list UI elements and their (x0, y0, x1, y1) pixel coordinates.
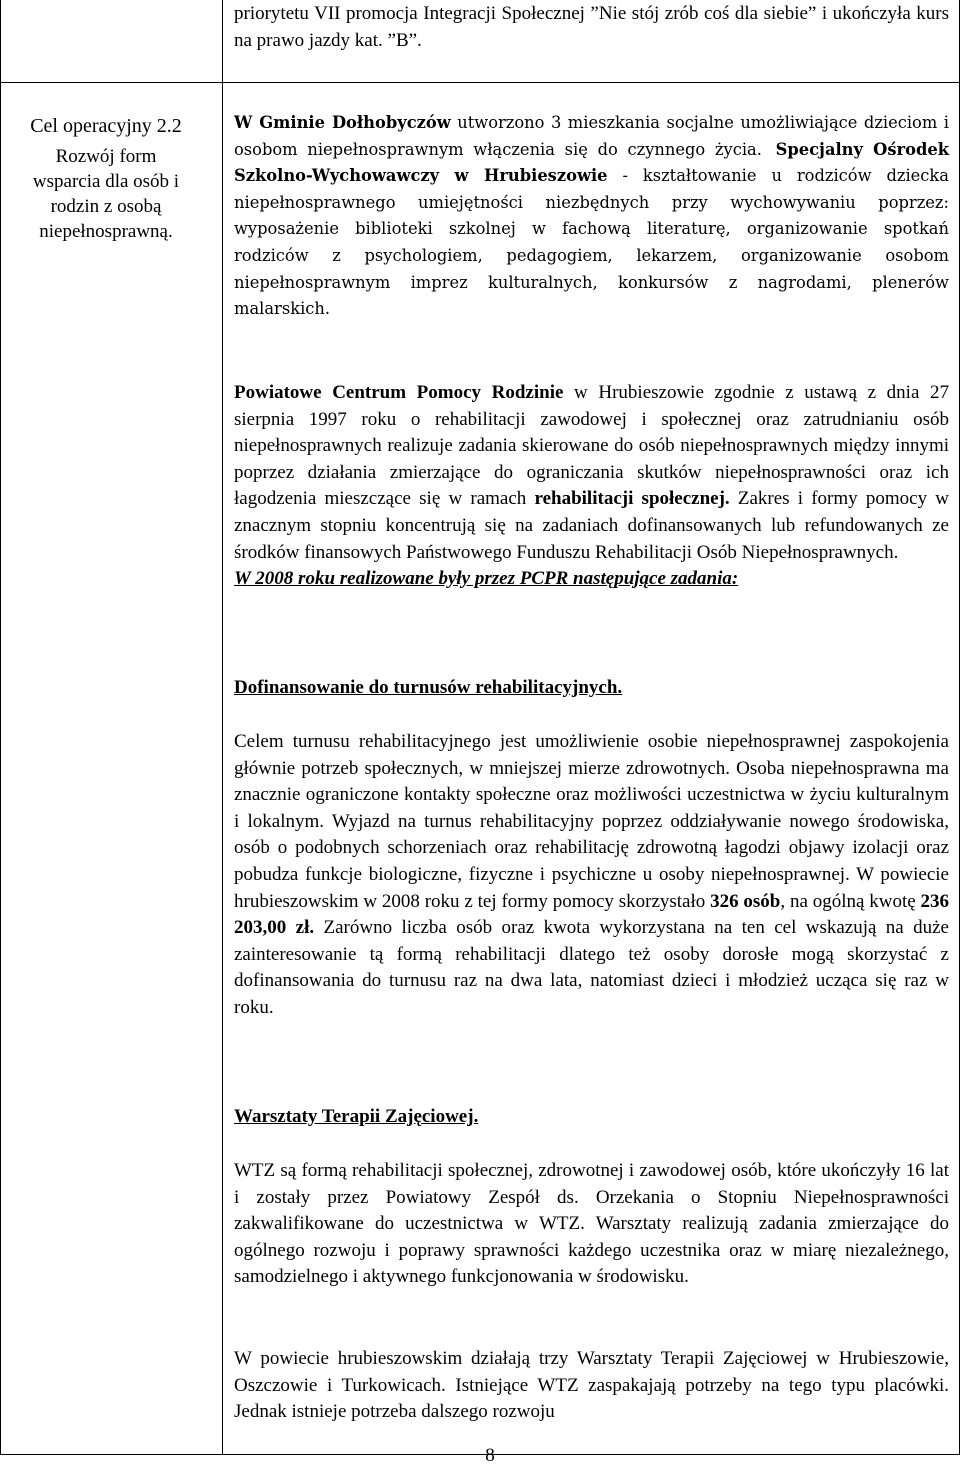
turnusy-heading: Dofinansowanie do turnusów rehabilitacyjnych. (234, 677, 623, 698)
turnusy-heading-block (234, 675, 949, 702)
osrodek-bold: Specjalny Ośrodek Szkolno-Wychowawczy w Hrubieszowie (234, 139, 949, 186)
gmina-paragraph (234, 110, 949, 323)
wtz-heading-block (234, 1104, 949, 1131)
row1-continuation-text (234, 1, 949, 54)
pcpr-bold: Powiatowe Centrum Pomocy Rodzinie (234, 382, 564, 403)
turnusy-text2: , na ogólną kwotę (780, 890, 921, 912)
gmina-text: utworzono 3 mieszkania socjalne umożliwiające dzieciom i osobom niepełnosprawnym włączenia się do czynnego życia. (234, 113, 949, 159)
turnusy-amount: 236 203,00 zł. (234, 890, 950, 939)
goal-heading: Cel operacyjny 2.2 (30, 115, 182, 137)
turnusy-paragraph (234, 729, 949, 1022)
pcpr-tasks-heading: W 2008 roku realizowane były przez PCPR następujące zadania: (234, 568, 739, 590)
gmina-bold: W Gminie Dołhobyczów (234, 113, 451, 132)
wtz-paragraph-1 (234, 1158, 949, 1291)
pcpr-rehab-bold: rehabilitacji społecznej. (534, 488, 730, 510)
table-row-divider (0, 82, 960, 83)
wtz-paragraph-2 (234, 1346, 949, 1426)
table-column-divider (222, 0, 223, 1455)
turnusy-text3: Zarówno liczba osób oraz kwota wykorzystana na ten cel wskazują na duże zainteresowanie tą formą rehabilitacji dlatego też osoby dorosłe mogą skorzystać z dofinansowania do turnusu raz na dwa lata, natomiast dzieci i młodzież ucząca się raz w roku. (234, 917, 949, 1018)
pcpr-paragraph (234, 380, 949, 593)
pcpr-text2: Zakres i formy pomocy w znacznym stopniu koncentrują się na zadaniach dofinansowanych lub refundowanych ze środków finansowych Państwowego Funduszu Rehabilitacji Osób Niepełnosprawnych. (234, 488, 949, 563)
wtz-heading: Warsztaty Terapii Zajęciowej. (234, 1106, 479, 1127)
goal-cell (6, 114, 206, 244)
row1-text: priorytetu VII promocja Integracji Społecznej ”Nie stój zrób coś dla siebie” i ukończyła kurs na prawo jazdy kat. ”B”. (234, 3, 949, 51)
turnusy-text1: Celem turnusu rehabilitacyjnego jest umożliwienie osobie niepełnosprawnej zaspokojenia głównie potrzeb społecznych, w mniejszej mierze zdrowotnych. Osoba niepełnosprawna ma znacznie ograniczone kontakty społeczne oraz możliwości uczestnictwa w życiu kulturalnym i lokalnym. Wyjazd na turnus rehabilitacyjny poprzez oddziaływanie nowego środowiska, osób o podobnych schorzeniach oraz rehabilitację zdrowotną łagodzi objawy izolacji oraz pobudza funkcje biologiczne, fizyczne i psychiczne u osoby niepełnosprawnej. W powiecie hrubieszowskim w 2008 roku z tej formy pomocy skorzystało (234, 731, 949, 912)
goal-description: Rozwój form wsparcia dla osób i rodzin z osobą niepełnosprawną. (32, 146, 180, 242)
page-number: 8 (485, 1445, 495, 1466)
wtz-text1: WTZ są formą rehabilitacji społecznej, zdrowotnej i zawodowej osób, które ukończyły 16 lat i zostały przez Powiatowy Zespół ds. Orzekania o Stopniu Niepełnosprawności zakwalifikowane do uczestnictwa w WTZ. Warsztaty realizują zadania zmierzające do ogólnego rozwoju i poprawy sprawności każdego uczestnika oraz w miarę niezależnego, samodzielnego i aktywnego funkcjonowania w środowisku. (234, 1160, 949, 1288)
pcpr-text1: w Hrubieszowie zgodnie z ustawą z dnia 27 sierpnia 1997 roku o rehabilitacji zawodowej i społecznej oraz zatrudnianiu osób niepełnosprawnych realizuje zadania skierowane do osób niepełnosprawnych między innymi poprzez działania zmierzające do ograniczania skutków niepełnosprawności oraz ich łagodzenia mieszczące się w ramach (234, 382, 950, 510)
turnusy-persons: 326 osób (710, 890, 781, 912)
wtz-text2: W powiecie hrubieszowskim działają trzy Warsztaty Terapii Zajęciowej w Hrubieszowie, Oszczowie i Turkowicach. Istniejące WTZ zaspakajają potrzeby na tego typu placówki. Jednak istnieje potrzeba dalszego rozwoju (234, 1348, 949, 1423)
osrodek-text: - kształtowanie u rodziców dziecka niepełnosprawnego umiejętności niezbędnych przy wychowywaniu poprzez: wyposażenie biblioteki szkolnej w fachową literaturę, organizowanie spotkań rodziców z psychologiem, pedagogiem, lekarzem, organizowanie osobom niepełnosprawnym imprez kulturalnych, konkursów z nagrodami, plenerów malarskich. (234, 166, 949, 319)
table-border-left (0, 0, 1, 1455)
